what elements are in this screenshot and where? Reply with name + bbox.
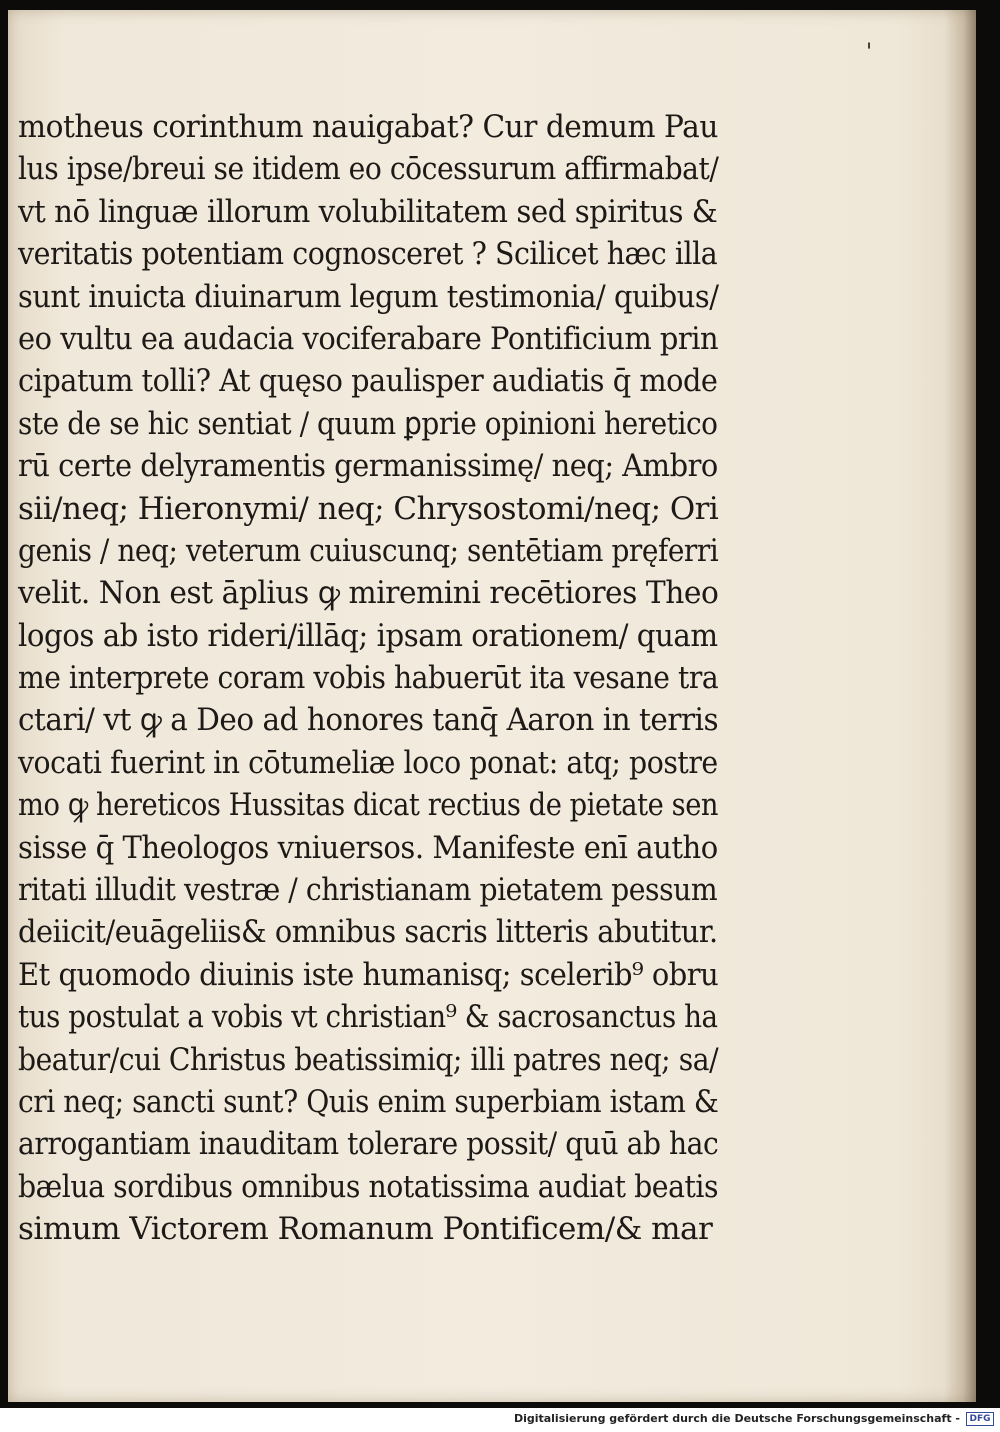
- text-line: eo vultu ea audacia vociferabare Pontificium prin: [18, 320, 719, 357]
- text-line: deiicit/euāgeliis& omnibus sacris litteris abutitur.: [18, 914, 718, 951]
- text-line: motheus corinthum nauigabat? Cur demum Pau: [18, 109, 718, 145]
- text-line: vocati fuerint in cōtumeliæ loco ponat: atq; postre: [18, 744, 718, 781]
- text-line: ste de se hic sentiat / quum ꝑprie opinioni heretico: [18, 405, 718, 442]
- marginal-mark: ': [866, 40, 873, 65]
- text-line: rū certe delyramentis germanissimę/ neq; Ambro: [18, 448, 718, 485]
- text-line: cri neq; sancti sunt? Quis enim superbiam istam &: [18, 1083, 719, 1120]
- text-line: bælua sordibus omnibus notatissima audiat beatis: [18, 1168, 719, 1205]
- page-text-block: [18, 106, 718, 1251]
- text-line: genis / neq; veterum cuiuscunq; sentētiam pręferri: [18, 532, 719, 569]
- text-line: sisse q̄ Theologos vniuersos. Manifeste enī autho: [18, 829, 718, 866]
- text-line: arrogantiam inauditam tolerare possit/ quū ab hac: [18, 1126, 719, 1163]
- text-line: cipatum tolli? At quęso paulisper audiatis q̄ mode: [18, 363, 718, 400]
- text-line: mo ꝙ hereticos Hussitas dicat rectius de pietate sen: [18, 787, 719, 824]
- text-line: beatur/cui Christus beatissimiq; illi patres neq; sa/: [18, 1041, 719, 1078]
- text-line: ritati illudit vestræ / christianam pietatem pessum: [18, 872, 718, 909]
- text-line: lus ipse/breui se itidem eo cōcessurum affirmabat/: [18, 151, 719, 188]
- text-line: velit. Non est āplius ꝙ miremini recētiores Theo: [18, 575, 719, 612]
- footer-bar: [0, 1408, 1000, 1432]
- text-line: logos ab isto rideri/illāq; ipsam orationem/ quam: [18, 617, 718, 654]
- text-line: simum Victorem Romanum Pontificem/& mar: [18, 1211, 713, 1248]
- text-line: tus postulat a vobis vt christian⁹ & sacrosanctus ha: [18, 999, 718, 1036]
- text-line: sunt inuicta diuinarum legum testimonia/ quibus/: [18, 278, 719, 315]
- text-line: sii/neq; Hieronymi/ neq; Chrysostomi/neq; Ori: [18, 490, 719, 527]
- text-line: veritatis potentiam cognosceret ? Scilicet hæc illa: [18, 236, 718, 273]
- text-line: ctari/ vt ꝙ a Deo ad honores tanq̄ Aaron in terris: [18, 702, 719, 739]
- page-gutter-shadow: [944, 10, 976, 1402]
- text-line: Et quomodo diuinis iste humanisq; scelerib⁹ obru: [18, 956, 719, 993]
- funding-credit: Digitalisierung gefördert durch die Deutsche Forschungsgemeinschaft -: [513, 1412, 960, 1425]
- text-line: me interprete coram vobis habuerūt ita vesane tra: [18, 660, 719, 697]
- dfg-logo-icon: DFG: [966, 1412, 994, 1426]
- text-line: vt nō linguæ illorum volubilitatem sed spiritus &: [18, 193, 718, 230]
